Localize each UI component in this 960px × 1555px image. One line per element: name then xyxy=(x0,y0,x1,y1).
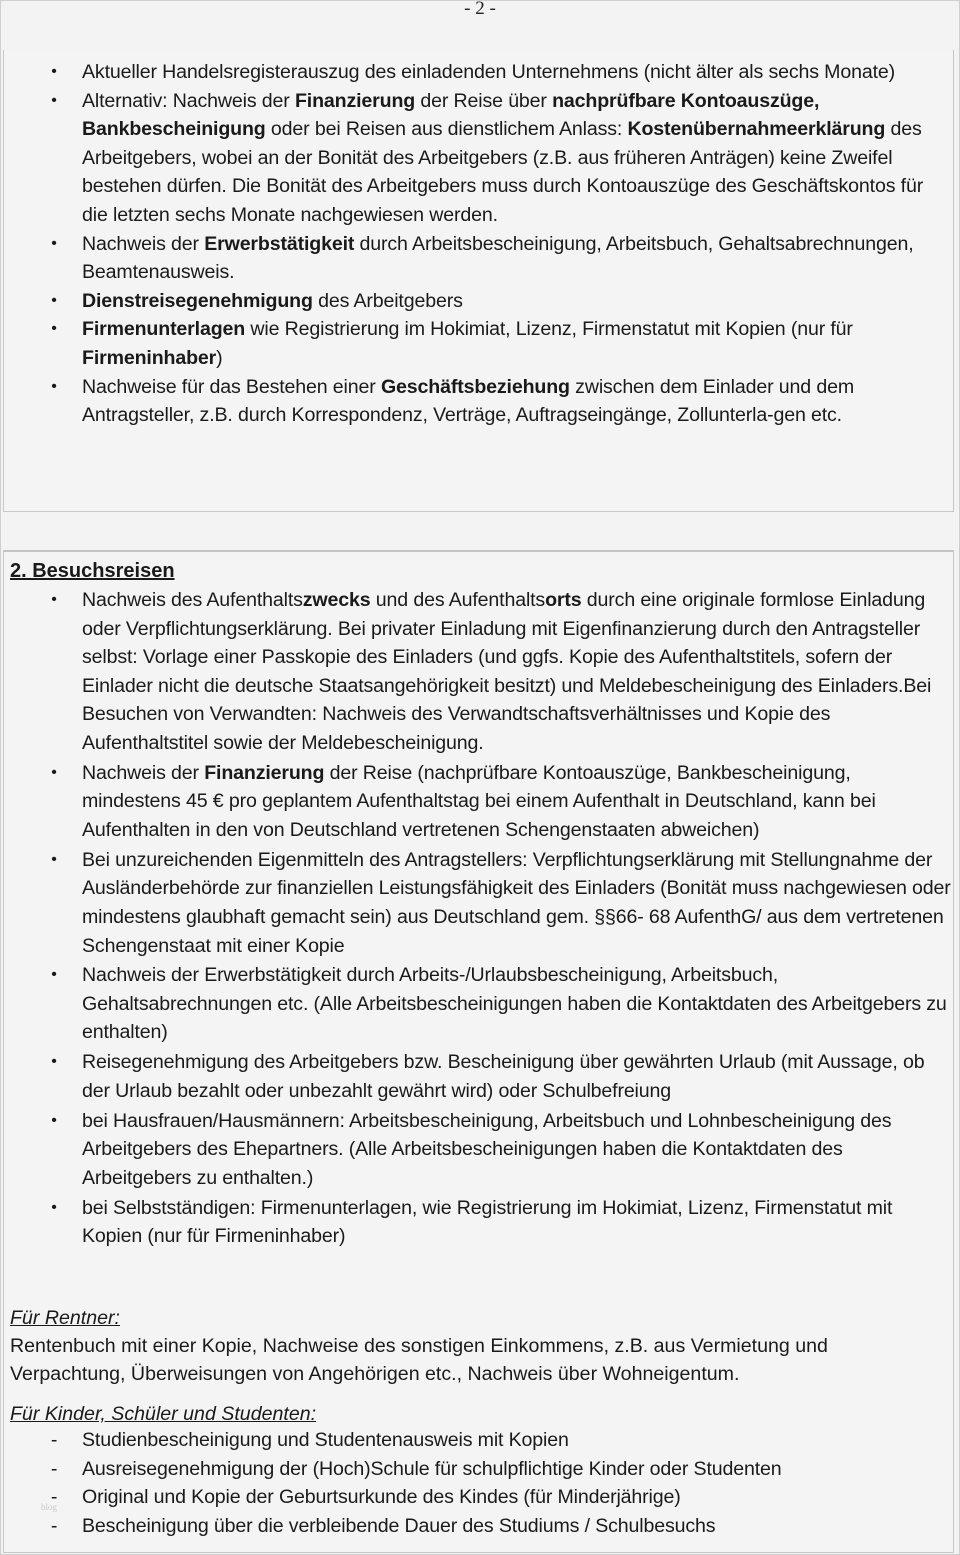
list-item-text: Bescheinigung über die verbleibende Dauer des Studiums / Schulbesuchs xyxy=(82,1514,716,1537)
business-requirements-list xyxy=(4,58,953,430)
list-item-text: der Reise über xyxy=(415,89,553,112)
list-item-emphasis: Kostenübernahmeerklärung xyxy=(627,118,886,141)
list-item xyxy=(4,1048,953,1105)
list-item-emphasis: Firmeninhaber xyxy=(82,346,217,369)
page-number: - 2 - xyxy=(464,0,496,19)
bullet-icon: • xyxy=(51,291,57,309)
list-item-emphasis: Firmenunterlagen xyxy=(82,318,246,341)
list-item-text: bei Hausfrauen/Hausmännern: Arbeitsbescheinigung, Arbeitsbuch und Lohnbescheinigung des Arbeitgebers des Ehepartners. (Alle Arbeitsbescheinigungen haben die Kontaktdaten des Arbeitgebers zu enthalten.) xyxy=(82,1109,892,1189)
bullet-icon: • xyxy=(51,1053,57,1071)
list-item xyxy=(4,1426,953,1455)
list-item xyxy=(4,87,953,230)
dash-icon: - xyxy=(50,1514,58,1537)
visit-requirements-list xyxy=(4,586,953,1252)
list-item-emphasis: Finanzierung xyxy=(204,761,325,784)
list-item-text: Nachweis der Erwerbstätigkeit durch Arbeits-/Urlaubsbescheinigung, Arbeitsbuch, Gehaltsabrechnungen etc. (Alle Arbeitsbescheinigungen haben die Kontaktdaten des Arbeitgebers zu enthalten) xyxy=(82,964,947,1044)
list-item xyxy=(4,58,953,87)
list-item-emphasis: zwecks xyxy=(302,589,371,611)
watermark: blog xyxy=(41,1502,58,1512)
list-item xyxy=(4,586,953,758)
bullet-icon: • xyxy=(51,91,57,109)
list-item-text: zwischen dem Einlader und dem Antragsteller, z.B. durch Korrespondenz, Verträge, Auftragseingänge, Zollunterla-gen etc. xyxy=(82,375,854,427)
bullet-icon: • xyxy=(51,1111,57,1129)
list-item-text: Nachweis der xyxy=(82,761,205,784)
list-item-text: durch eine originale formlose Einladung oder Verpflichtungserklärung. Bei privater Einladung mit Eigenfinanzierung durch den Antragsteller selbst: Vorlage einer Passkopie des Einladers (und ggfs. Kopie des Aufenthaltstitels, sofern der Einlader nicht die deutsche Staatsangehörigkeit besitzt) und Meldebescheinigung des Einladers.Bei Besuchen von Verwandten: Nachweis des Verwandtschaftsverhältnisses und Kopie des Aufenthaltstitel sowie der Meldebescheinigung. xyxy=(82,589,932,754)
list-item-emphasis: Finanzierung xyxy=(294,89,416,112)
list-item-text: bei Selbstständigen: Firmenunterlagen, wie Registrierung im Hokimiat, Lizenz, Firmenstatut mit Kopien (nur für Firmeninhaber) xyxy=(82,1196,893,1248)
list-item xyxy=(4,230,953,287)
bullet-icon: • xyxy=(51,234,57,252)
list-item-text: Reisegenehmigung des Arbeitgebers bzw. Bescheinigung über gewährten Urlaub (mit Aussage, ob der Urlaub bezahlt oder unbezahlt gewährt wird) oder Schulbefreiung xyxy=(82,1051,925,1102)
list-item xyxy=(4,846,953,960)
list-item-text: Nachweise für das Bestehen einer xyxy=(82,375,381,398)
dash-icon: - xyxy=(50,1457,58,1480)
list-item xyxy=(4,1512,953,1541)
list-item-text: Nachweis des Aufenthalts xyxy=(82,589,303,611)
bullet-icon: • xyxy=(51,850,57,868)
pensioners-text: Rentenbuch mit einer Kopie, Nachweise des sonstigen Einkommens, z.B. aus Vermietung und Verpachtung, Überweisungen von Angehörigen etc., Nachweis über Wohneigentum. xyxy=(10,1335,828,1385)
pensioners-heading: Für Rentner: xyxy=(10,1307,120,1329)
bullet-icon: • xyxy=(51,763,57,781)
list-item-emphasis: Erwerbstätigkeit xyxy=(204,232,355,255)
list-item-text: des Arbeitgebers xyxy=(312,289,463,312)
list-item-text: Bei unzureichenden Eigenmitteln des Antragstellers: Verpflichtungserklärung mit Stellungnahme der Ausländerbehörde zur finanziellen Leistungsfähigkeit des Einladers (Bonität muss nachgewiesen oder mindestens glaubhaft gemacht sein) aus Deutschland gem. §§66- 68 AufenthG/ aus dem vertretenen Schengenstaat mit einer Kopie xyxy=(82,848,951,957)
list-item-text: der Reise (nachprüfbare Kontoauszüge, Bankbescheinigung, mindestens 45 € pro geplantem Aufenthaltstag bei einem Aufenthalt in Deutschland, kann bei Aufenthalten in den von Deutschland vertretenen Schengenstaaten abweichen) xyxy=(82,761,876,841)
list-item xyxy=(4,1483,953,1512)
business-requirements-box xyxy=(3,50,954,512)
list-item-emphasis: Geschäftsbeziehung xyxy=(380,375,570,398)
list-item-text: Alternativ: Nachweis der xyxy=(82,89,295,112)
students-requirements-list xyxy=(4,1426,953,1540)
list-item xyxy=(4,1194,953,1251)
list-item-text: Ausreisegenehmigung der (Hoch)Schule für schulpflichtige Kinder oder Studenten xyxy=(82,1457,782,1480)
visit-requirements-box xyxy=(3,550,954,1553)
list-item xyxy=(4,1107,953,1193)
list-item-text: Studienbescheinigung und Studentenausweis mit Kopien xyxy=(82,1429,569,1451)
bullet-icon: • xyxy=(51,966,57,984)
list-item-text: wie Registrierung im Hokimiat, Lizenz, Firmenstatut mit Kopien (nur für xyxy=(245,318,853,341)
list-item-text: Nachweis der xyxy=(82,232,205,255)
dash-icon: - xyxy=(50,1429,58,1451)
section-title-visits: 2. Besuchsreisen xyxy=(10,560,175,582)
list-item-text: durch Arbeitsbescheinigung, Arbeitsbuch, Gehaltsabrechnungen, Beamtenausweis. xyxy=(82,232,914,284)
list-item xyxy=(4,315,953,372)
bullet-icon: • xyxy=(51,591,57,608)
dash-icon: - xyxy=(50,1486,58,1509)
bullet-icon: • xyxy=(51,1198,57,1216)
list-item-text: Original und Kopie der Geburtsurkunde des Kindes (für Minderjährige) xyxy=(82,1486,681,1509)
list-item xyxy=(4,287,953,316)
list-item-text: oder bei Reisen aus dienstlichem Anlass: xyxy=(265,118,628,141)
list-item xyxy=(4,373,953,430)
list-item xyxy=(4,759,953,845)
list-item-emphasis: nachprüfbare Kontoauszüge, Bankbescheinigung xyxy=(82,89,820,141)
students-heading: Für Kinder, Schüler und Studenten: xyxy=(10,1403,317,1425)
list-item-emphasis: orts xyxy=(545,589,582,611)
bullet-icon: • xyxy=(51,63,57,80)
list-item-text: ) xyxy=(216,346,223,369)
list-item xyxy=(4,1455,953,1484)
list-item xyxy=(4,961,953,1047)
list-item-text: des Arbeitgebers, wobei an der Bonität des Arbeitgebers (z.B. aus früheren Anträgen) keine Zweifel bestehen dürfen. Die Bonität des Arbeitgebers muss durch Kontoauszüge des Geschäftskontos für die letzten sechs Monate nachgewiesen werden. xyxy=(82,118,924,226)
bullet-icon: • xyxy=(51,320,57,338)
bullet-icon: • xyxy=(51,377,57,395)
list-item-emphasis: Dienstreisegenehmigung xyxy=(82,289,313,312)
list-item-text: und des Aufenthalts xyxy=(370,589,546,611)
list-item-text: Aktueller Handelsregisterauszug des einladenden Unternehmens (nicht älter als sechs Monate) xyxy=(82,61,896,83)
